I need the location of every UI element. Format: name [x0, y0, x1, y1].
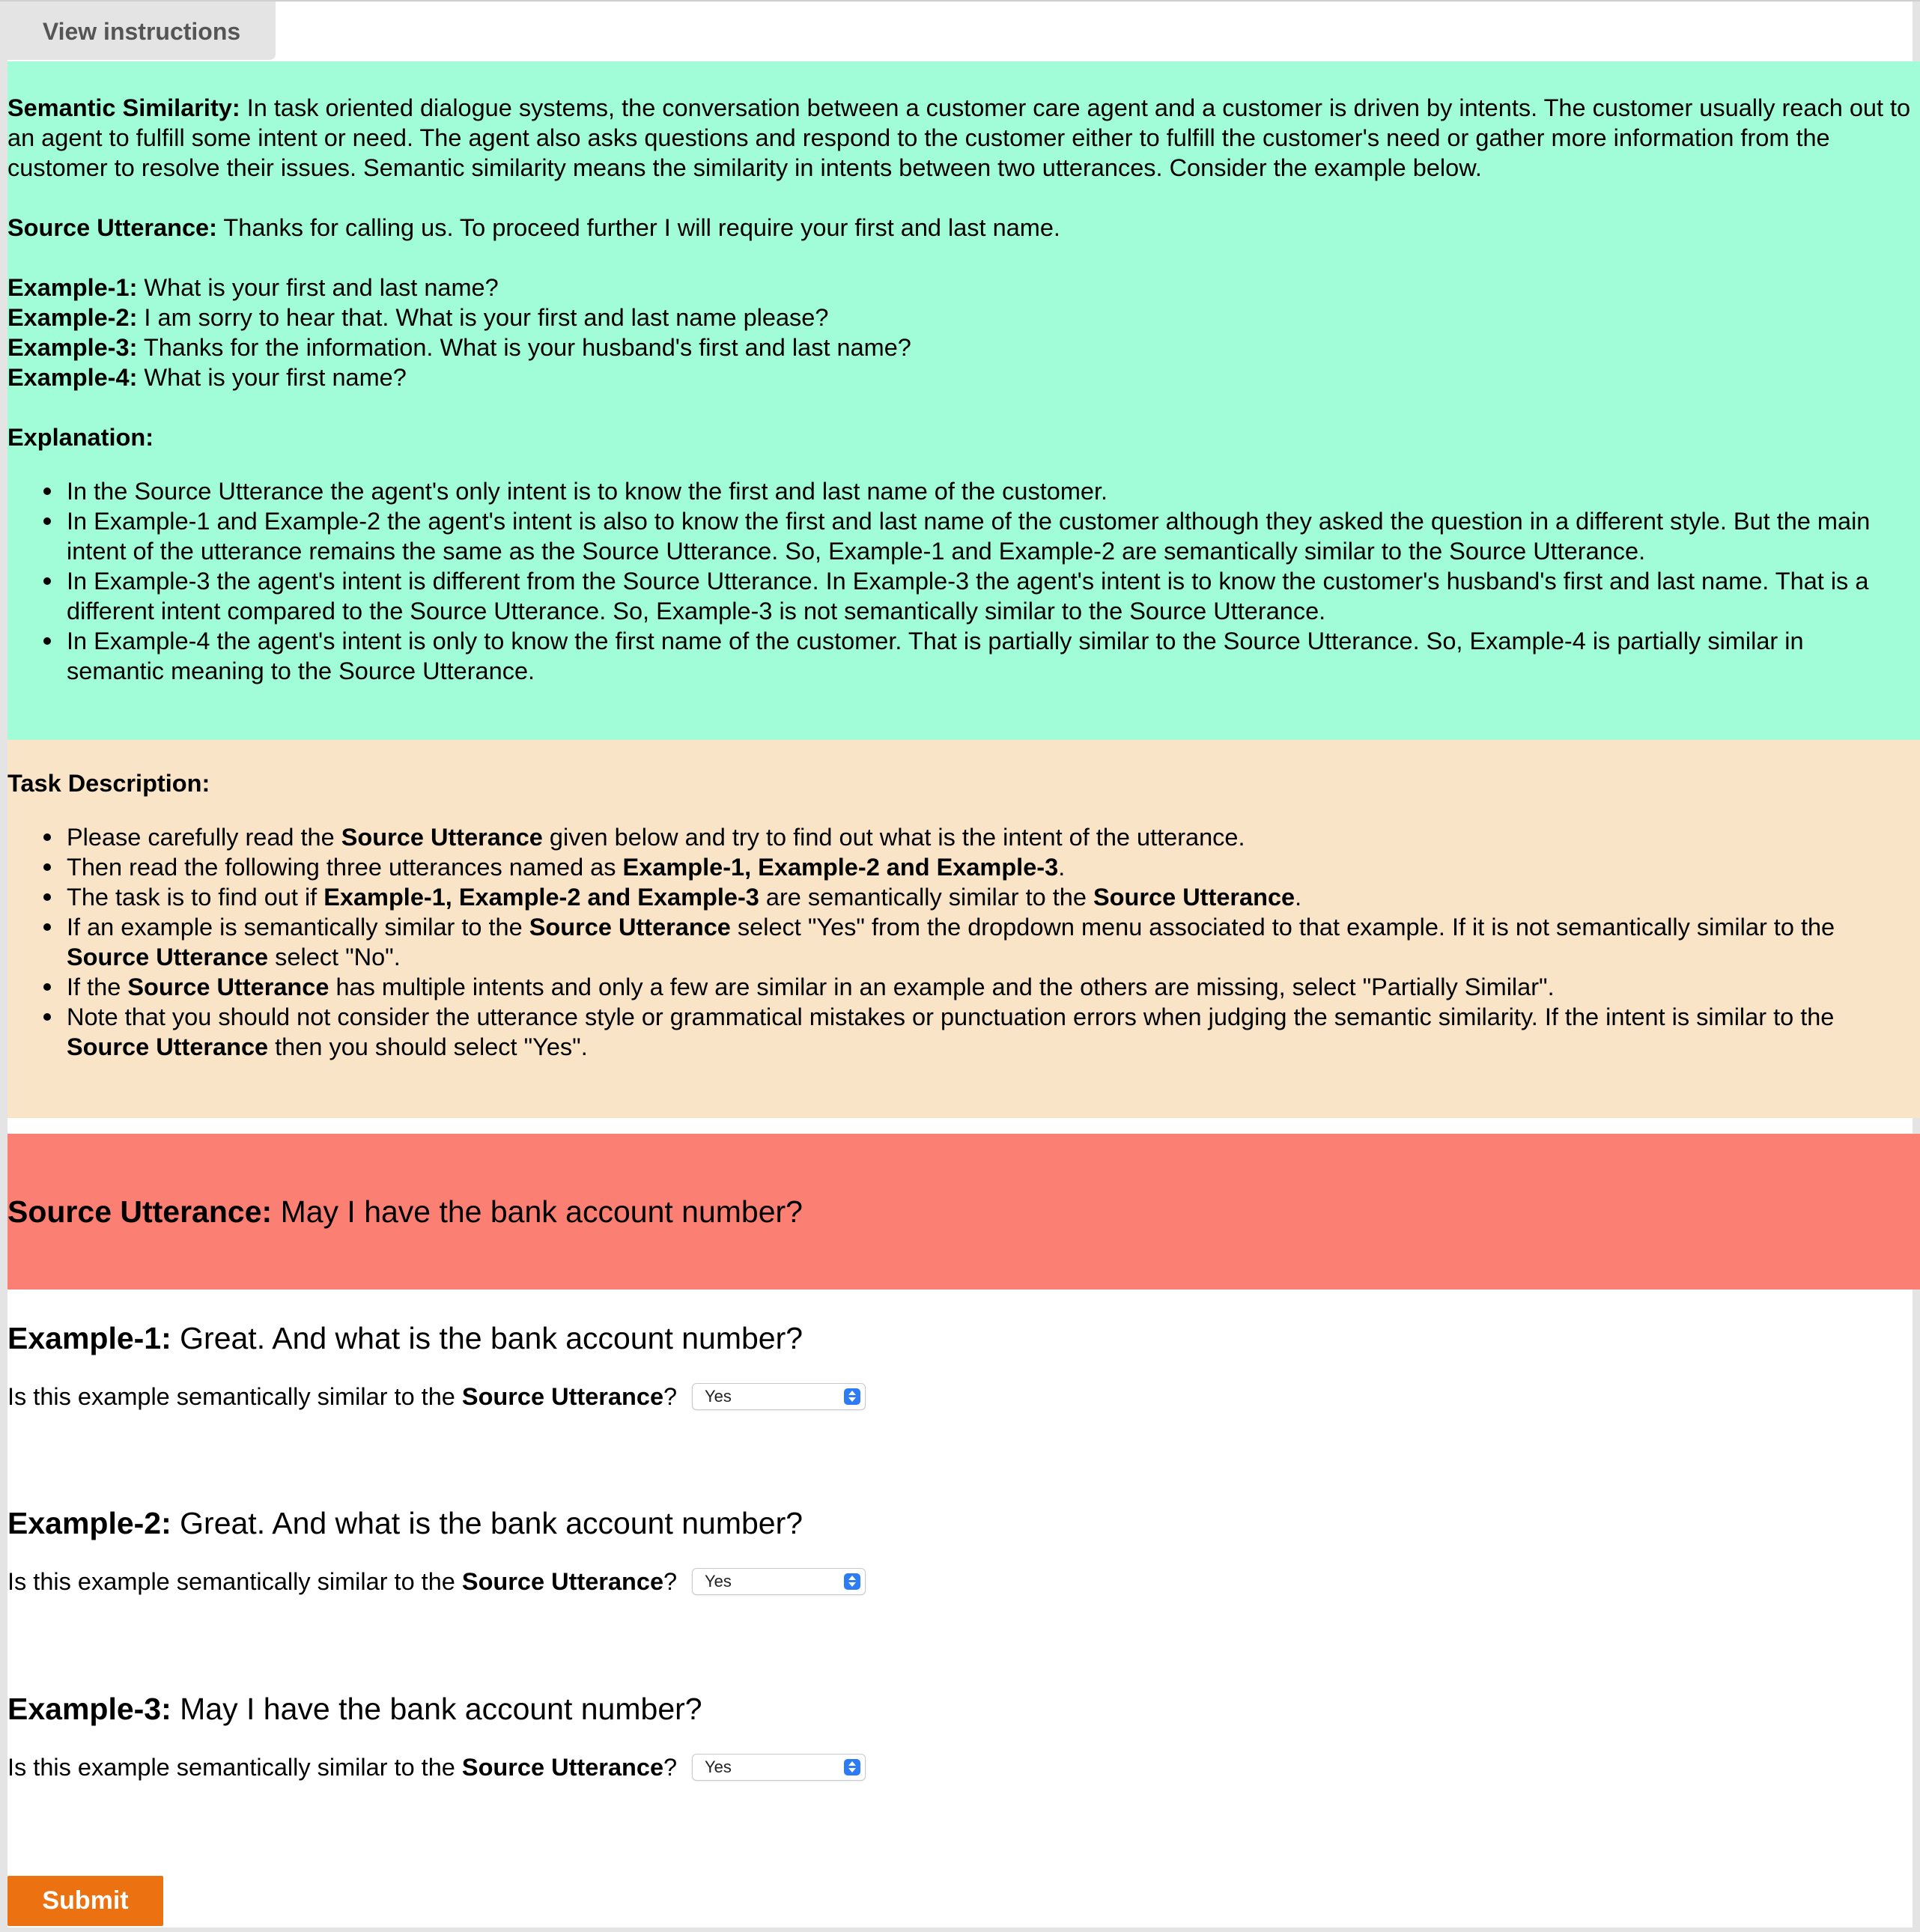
- example-2-similarity-select[interactable]: Yes: [692, 1568, 866, 1595]
- sample-example-1: Example-1: What is your first and last name?: [7, 274, 499, 301]
- sample-example-2: Example-2: I am sorry to hear that. What is your first and last name please?: [7, 304, 829, 331]
- task-item: Note that you should not consider the utterance style or grammatical mistakes or punctuation errors when judging the semantic similarity. If the intent is similar to the Source Utterance then you should select "Yes".: [7, 1002, 1835, 1062]
- task-description-heading: Task Description:: [7, 770, 210, 797]
- explanation-item: In the Source Utterance the agent's only intent is to know the first and last name of the customer.: [7, 476, 1870, 506]
- task-description-panel: [7, 740, 1920, 1118]
- instructions-bar: [7, 1, 1913, 61]
- source-utterance: Source Utterance: May I have the bank account number?: [7, 1194, 803, 1229]
- task-item: Then read the following three utterances named as Example-1, Example-2 and Example-3.: [7, 852, 1835, 882]
- explanation-heading: Explanation:: [7, 424, 154, 451]
- window-frame-left: [0, 0, 7, 1932]
- view-instructions-button[interactable]: View instructions: [7, 1, 276, 60]
- select-arrows-icon: [844, 1388, 860, 1405]
- intro-line-1: Semantic Similarity: In task oriented dialogue systems, the conversation between a customer care agent and a customer is driven by intents. The customer usually reach out to: [7, 94, 1911, 121]
- semantic-similarity-panel: [7, 61, 1920, 740]
- task-list: [7, 822, 1835, 1062]
- example-1-similarity-select[interactable]: Yes: [692, 1383, 866, 1410]
- sample-example-4: Example-4: What is your first name?: [7, 364, 407, 391]
- explanation-item: In Example-1 and Example-2 the agent's intent is also to know the first and last name of the customer although they asked the question in a different style. But the main intent of the utterance remains the same as the Source Utterance. So, Example-1 and Example-2 are semantically similar to the Source Utterance.: [7, 506, 1870, 566]
- example-1-question: Is this example semantically similar to the Source Utterance?: [7, 1383, 678, 1410]
- select-arrows-icon: [844, 1759, 860, 1775]
- select-arrows-icon: [844, 1573, 860, 1590]
- example-2-title: Example-2: Great. And what is the bank account number?: [7, 1506, 803, 1540]
- source-utterance-panel: [7, 1134, 1920, 1289]
- task-item: The task is to find out if Example-1, Example-2 and Example-3 are semantically similar to the Source Utterance.: [7, 882, 1835, 912]
- explanation-item: In Example-4 the agent's intent is only to know the first name of the customer. That is partially similar to the Source Utterance. So, Example-4 is partially similar in semantic meaning to the Source Utterance.: [7, 626, 1870, 686]
- task-item: If the Source Utterance has multiple intents and only a few are similar in an example and the others are missing, select "Partially Similar".: [7, 972, 1835, 1002]
- window-frame-bottom: [0, 1928, 1920, 1932]
- intro-line-3: customer to resolve their issues. Semantic similarity means the similarity in intents between two utterances. Consider the example below.: [7, 154, 1482, 181]
- explanation-item: In Example-3 the agent's intent is different from the Source Utterance. In Example-3 the agent's intent is to know the customer's husband's first and last name. That is a different intent compared to the Source Utterance. So, Example-3 is not semantically similar to the Source Utterance.: [7, 566, 1870, 626]
- explanation-list: [7, 476, 1870, 686]
- intro-line-2: an agent to fulfill some intent or need. The agent also asks questions and respond to the customer either to fulfill the customer's need or gather more information from the: [7, 124, 1830, 151]
- submit-button[interactable]: Submit: [7, 1876, 163, 1926]
- task-item: If an example is semantically similar to the Source Utterance select "Yes" from the dropdown menu associated to that example. If it is not semantically similar to the Source Utterance select "No".: [7, 912, 1835, 972]
- example-3-question: Is this example semantically similar to the Source Utterance?: [7, 1754, 678, 1781]
- task-item: Please carefully read the Source Utterance given below and try to find out what is the intent of the utterance.: [7, 822, 1835, 852]
- sample-example-3: Example-3: Thanks for the information. What is your husband's first and last name?: [7, 334, 911, 361]
- example-source-utterance: Source Utterance: Thanks for calling us. To proceed further I will require your first and last name.: [7, 214, 1060, 241]
- example-1-title: Example-1: Great. And what is the bank account number?: [7, 1321, 803, 1355]
- example-3-title: Example-3: May I have the bank account number?: [7, 1692, 702, 1726]
- example-3-similarity-select[interactable]: Yes: [692, 1754, 866, 1781]
- example-2-question: Is this example semantically similar to the Source Utterance?: [7, 1568, 678, 1595]
